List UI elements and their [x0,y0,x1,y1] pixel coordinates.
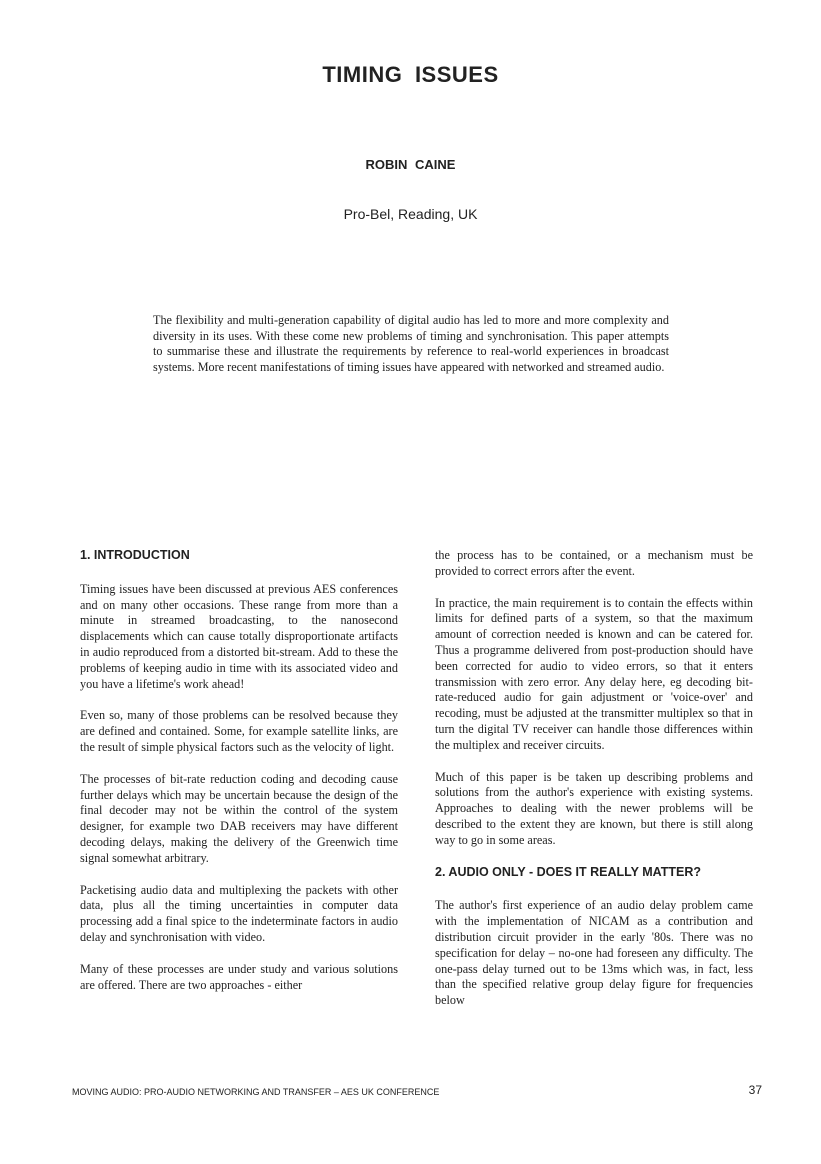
right-column [435,548,753,1025]
paragraph: The author's first experience of an audio delay problem came with the implementation of NICAM as a contribution and distribution circuit provider in the early '80s. There was no specification for delay – no-one had foreseen any difficulty. The one-pass delay turned out to be 13ms which was, in fact, less than the specified relative group delay figure for frequencies below [435,898,753,1008]
paragraph: The processes of bit-rate reduction coding and decoding cause further delays which may be uncertain because the design of the final decoder may not be within the control of the system designer, for example two DAB receivers may have different decoding delays, making the delivery of the Greenwich time signal somewhat arbitrary. [80,771,398,865]
page-number: 37 [748,1083,762,1097]
section-heading-audio-only: 2. AUDIO ONLY - DOES IT REALLY MATTER? [435,864,702,879]
paragraph: Much of this paper is be taken up describing problems and solutions from the author's experience with existing systems. Approaches to dealing with the newer problems will be described to the extent they are known, but there is still along way to go in some areas. [435,769,753,847]
footer-conference-name: MOVING AUDIO: PRO-AUDIO NETWORKING AND TRANSFER – AES UK CONFERENCE [72,1087,440,1097]
paragraph: Even so, many of those problems can be resolved because they are defined and contained. Some, for example satellite links, are the result of simple physical factors such as the velocity of light. [80,708,398,754]
author-affiliation: Pro-Bel, Reading, UK [343,206,478,222]
paragraph: Packetising audio data and multiplexing the packets with other data, plus all the timing uncertainties in computer data processing add a final spice to the indeterminate factors in audio delay and synchronisation with video. [80,882,398,944]
abstract: The flexibility and multi-generation capability of digital audio has led to more and more complexity and diversity in its uses. With these come new problems of timing and synchronisation. This paper attempts to summarise these and illustrate the requirements by reference to real-world experiences in broadcast systems. More recent manifestations of timing issues have appeared with networked and streamed audio. [153,313,669,374]
author-name: ROBIN CAINE [365,157,456,172]
section-heading-introduction: 1. INTRODUCTION [80,548,190,562]
paragraph: In practice, the main requirement is to contain the effects within limits for defined parts of a system, so that the maximum amount of correction needed is known and can be catered for. Thus a programme delivered from post-production should have been corrected for audio to video errors, so that it enters transmission with zero error. Any delay here, eg decoding bit-rate-reduced audio for gain adjustment or 'voice-over' and recoding, must be adjusted at the transmitter multiplex so that in turn the digital TV receiver can handle those differences within the multiplex and receiver circuits. [435,595,753,752]
left-column [80,548,398,1009]
paragraph-continuation: the process has to be contained, or a mechanism must be provided to correct errors after the event. [435,548,753,578]
paragraph: Many of these processes are under study and various solutions are offered. There are two approaches - either [80,961,398,992]
paragraph: Timing issues have been discussed at previous AES conferences and on many other occasions. These range from more than a minute in streamed broadcasting, to the nanosecond displacements which can cause totally disproportionate artifacts in audio reproduced from a distorted bit-stream. Add to these the problems of keeping audio in time with its associated video and you have a lifetime's work ahead! [80,581,398,691]
paper-title: TIMING ISSUES [322,62,499,87]
